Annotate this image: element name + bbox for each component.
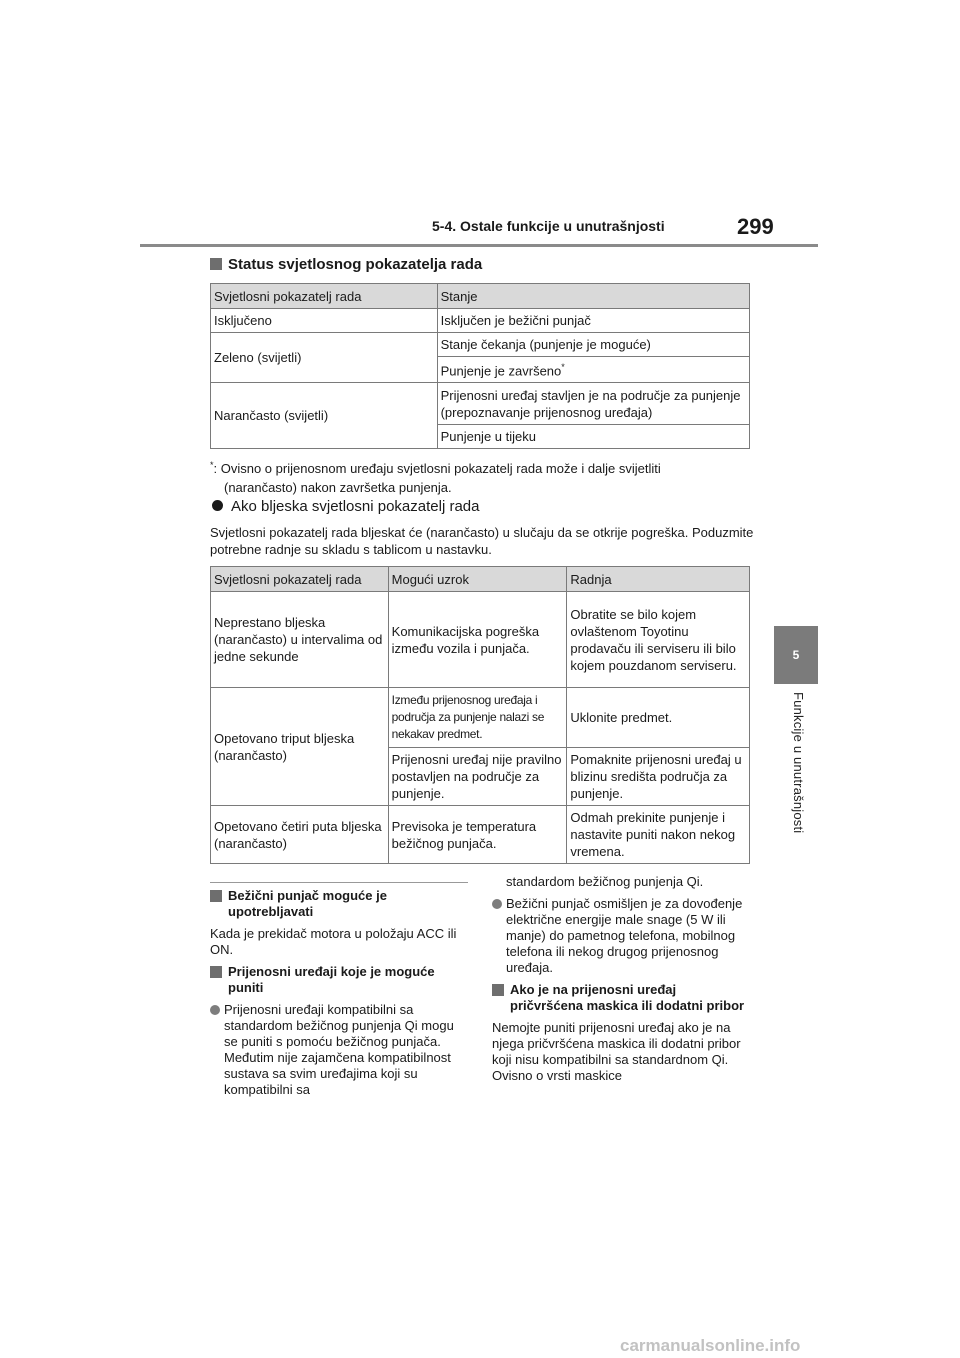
cell-cause: Previsoka je temperatura bežičnog punjača. — [388, 806, 567, 864]
cell-indicator: Zeleno (svijetli) — [211, 333, 438, 383]
table-row — [211, 309, 750, 333]
column-rule — [210, 882, 468, 883]
header-action: Radnja — [567, 567, 750, 592]
cell-cause: Prijenosni uređaj nije pravilno postavljen na područje za punjenje. — [388, 748, 567, 806]
section-title: 5-4. Ostale funkcije u unutrašnjosti — [432, 218, 665, 234]
table-header-row — [211, 284, 750, 309]
cell-state: Prijenosni uređaj stavljen je na područje za punjenje (prepoznavanje prijenosnog uređaja) — [437, 383, 749, 425]
table-row — [211, 806, 750, 864]
circle-bullet-icon — [210, 1005, 220, 1015]
flash-heading: Ako bljeska svjetlosni pokazatelj rada — [212, 498, 479, 515]
paragraph: Nemojte puniti prijenosni uređaj ako je na njega pričvršćena maskica ili dodatni pribor koji nisu kompatibilni sa standardnom Qi. Ovisno o vrsti maskice — [492, 1020, 741, 1083]
square-bullet-icon — [492, 984, 504, 996]
cell-indicator: Opetovano triput bljeska (narančasto) — [211, 688, 389, 806]
circle-bullet-icon — [492, 899, 502, 909]
cell-indicator: Opetovano četiri puta bljeska (narančasto) — [211, 806, 389, 864]
status-heading: Status svjetlosnog pokazatelja rada — [210, 256, 482, 273]
header-indicator: Svjetlosni pokazatelj rada — [211, 567, 389, 592]
cell-cause: Komunikacijska pogreška između vozila i punjača. — [388, 592, 567, 688]
cell-state: Isključen je bežični punjač — [437, 309, 749, 333]
bullet-item: Prijenosni uređaji kompatibilni sa standardom bežičnog punjenja Qi mogu se puniti s pomoću bežičnog punjača. Međutim nije zajamčena kompatibilnost sustava sa svim uređajima koji su kompatibilni sa — [210, 1002, 470, 1098]
cell-cause: Između prijenosnog uređaja i područja za punjenje nalazi se nekakav predmet. — [388, 688, 567, 748]
square-bullet-icon — [210, 890, 222, 902]
table-header-row — [211, 567, 750, 592]
cell-indicator: Narančasto (svijetli) — [211, 383, 438, 449]
table-row — [211, 688, 750, 748]
header-rule — [140, 244, 818, 247]
right-column — [492, 874, 752, 1090]
header-state: Stanje — [437, 284, 749, 309]
cell-indicator: Isključeno — [211, 309, 438, 333]
bullet-item: Bežični punjač osmišljen je za dovođenje električne energije male snage (5 W ili manje) do pametnog telefona, mobilnog telefona ili nekog drugog prijenosnog uređaja. — [492, 896, 752, 976]
error-table — [210, 566, 750, 864]
paragraph: Kada je prekidač motora u položaju ACC ili ON. — [210, 926, 457, 957]
circle-bullet-icon — [212, 500, 223, 511]
page-number: 299 — [737, 214, 774, 239]
watermark: carmanualsonline.info — [620, 1336, 801, 1355]
square-bullet-icon — [210, 966, 222, 978]
header-cause: Mogući uzrok — [388, 567, 567, 592]
cell-action: Pomaknite prijenosni uređaj u blizinu središta područja za punjenje. — [567, 748, 750, 806]
subheading: Prijenosni uređaji koje je moguće puniti — [210, 964, 470, 996]
footnote-mark: * — [561, 362, 565, 373]
status-table — [210, 283, 750, 449]
square-bullet-icon — [210, 258, 222, 270]
footnote: *: Ovisno o prijenosnom uređaju svjetlosni pokazatelj rada može i dalje svijetliti (narančasto) nakon završetka punjenja. — [210, 460, 661, 495]
cell-action: Obratite se bilo kojem ovlaštenom Toyotinu prodavaču ili serviseru ili bilo kojem pouzdanom serviseru. — [567, 592, 750, 688]
subheading: Ako je na prijenosni uređaj pričvršćena maskica ili dodatni pribor — [492, 982, 752, 1014]
left-column — [210, 888, 470, 1104]
paragraph-continued: standardom bežičnog punjenja Qi. — [506, 874, 704, 889]
flash-paragraph: Svjetlosni pokazatelj rada bljeskat će (narančasto) u slučaju da se otkrije pogreška. Poduzmite potrebne radnje su skladu s tablicom u nastavku. — [210, 525, 754, 557]
chapter-tab: 5 — [774, 626, 818, 684]
cell-state: Stanje čekanja (punjenje je moguće) — [437, 333, 749, 357]
chapter-label: Funkcije u unutrašnjosti — [791, 692, 806, 834]
cell-indicator: Neprestano bljeska (narančasto) u intervalima od jedne sekunde — [211, 592, 389, 688]
cell-state: Punjenje je završeno* — [437, 357, 749, 383]
cell-state: Punjenje u tijeku — [437, 425, 749, 449]
table-row — [211, 592, 750, 688]
table-row — [211, 383, 750, 425]
cell-action: Odmah prekinite punjenje i nastavite puniti nakon nekog vremena. — [567, 806, 750, 864]
cell-action: Uklonite predmet. — [567, 688, 750, 748]
header-indicator: Svjetlosni pokazatelj rada — [211, 284, 438, 309]
subheading: Bežični punjač moguće je upotrebljavati — [210, 888, 470, 920]
table-row — [211, 333, 750, 357]
